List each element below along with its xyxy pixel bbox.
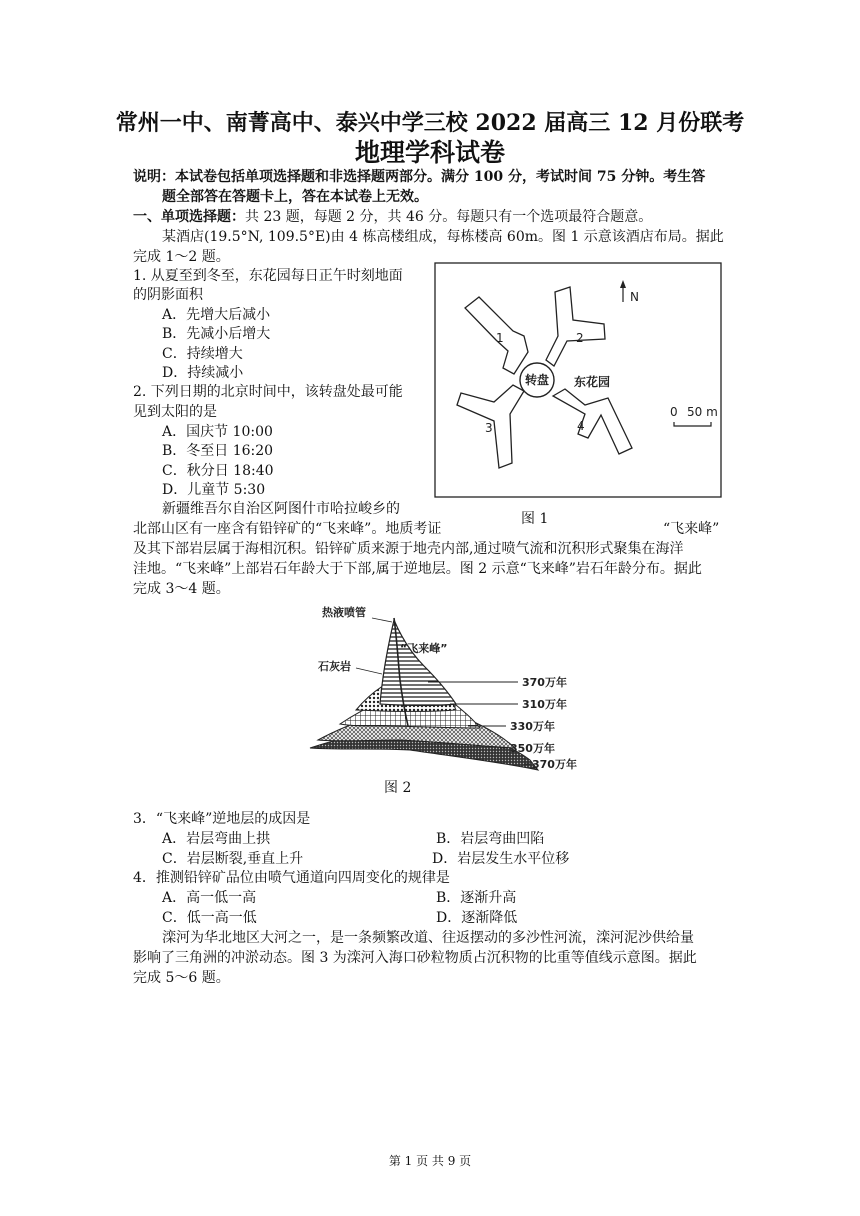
age-label-4: 350万年 [510,742,555,755]
intro34-line2a: 北部山区有一座含有铅锌矿的“飞来峰”。地质考证 [133,521,442,537]
peak-label: “飞来峰” [400,642,448,655]
age-label-2: 310万年 [522,698,567,711]
q2-option-c: C．秋分日 18:40 [162,463,274,479]
q1-stem-line2: 的阴影面积 [133,287,203,303]
roundabout-label: 转盘 [524,373,550,387]
q1-option-b: B．先减小后增大 [162,326,271,342]
section-heading-rest: 共 23 题，每题 2 分，共 46 分。每题只有一个选项最符合题意。 [245,209,653,225]
figure-2-caption: 图 2 [384,780,412,796]
scale-fifty: 50 m [687,405,718,419]
building-4 [553,389,632,454]
intro12-line1: 某酒店(19.5°N, 109.5°E)由 4 栋高楼组成，每栋楼高 60m。图 1 示意该酒店布局。据此 [162,229,724,245]
q1-stem-line1: 1. 从夏至到冬至，东花园每日正午时刻地面 [133,268,403,284]
q1-option-c: C．持续增大 [162,346,243,362]
q4-option-a: A．高一低一高 [162,890,257,906]
building-4-label: 4 [577,419,585,433]
building-1-label: 1 [496,331,504,345]
building-3-label: 3 [485,421,493,435]
q1-option-d: D．持续减小 [162,365,244,381]
age-label-3: 330万年 [510,720,555,733]
intro56-line1: 滦河为华北地区大河之一，是一条频繁改道、往返摆动的多沙性河流，滦河泥沙供给量 [162,930,694,946]
intro34-line3: 及其下部岩层属于海相沉积。铅锌矿质来源于地壳内部,通过喷气流和沉积形式聚集在海洋 [133,541,684,557]
q2-option-a: A．国庆节 10:00 [162,424,273,440]
q2-stem-line2: 见到太阳的是 [133,404,217,420]
age-label-5: 370万年 [532,758,577,771]
east-garden-label: 东花园 [574,375,611,389]
q3-option-d: D．岩层发生水平位移 [432,851,570,867]
figure-1-hotel-layout [434,262,724,502]
intro12-line2: 完成 1～2 题。 [133,249,230,265]
limestone-label: 石灰岩 [318,660,351,673]
q4-stem: 4．推测铅锌矿品位由喷气通道向四周变化的规律是 [133,870,450,886]
north-label: N [630,290,639,304]
page-footer: 第 1 页 共 9 页 [388,1154,472,1168]
intro34-line1: 新疆维吾尔自治区阿图什市哈拉峻乡的 [162,501,400,517]
intro34-line5: 完成 3～4 题。 [133,581,230,597]
figure-1-caption: 图 1 [521,511,549,527]
section-heading [133,208,652,227]
building-2-label: 2 [576,331,584,345]
q2-option-b: B．冬至日 16:20 [162,443,274,459]
q3-option-c: C．岩层断裂,垂直上升 [162,851,304,867]
subject-title: 地理学科试卷 [354,138,505,167]
age-label-1: 370万年 [522,676,567,689]
figure-2-rock-section [300,600,590,780]
intro34-line2b: “飞来峰” [663,521,720,537]
intro56-line2: 影响了三角洲的冲淤动态。图 3 为滦河入海口砂粒物质占沉积物的比重等值线示意图。据此 [133,950,697,966]
flying-peak [380,620,456,706]
instructions-line2: 题全部答在答题卡上，答在本试卷上无效。 [162,189,428,205]
scale-zero: 0 [670,405,678,419]
q4-option-d: D．逐渐降低 [436,910,518,926]
q3-stem: 3．“飞来峰”逆地层的成因是 [133,811,311,827]
intro34-line4: 洼地。“飞来峰”上部岩石年龄大于下部,属于逆地层。图 2 示意“飞来峰”岩石年龄分布。据此 [133,561,702,577]
q1-option-a: A．先增大后减小 [162,307,271,323]
q2-option-d: D．儿童节 5:30 [162,482,266,498]
q4-option-c: C．低一高一低 [162,910,257,926]
exam-title: 常州一中、南菁高中、泰兴中学三校 2022 届高三 12 月份联考 [115,110,745,136]
intro56-line3: 完成 5～6 题。 [133,970,230,986]
q3-option-b: B．岩层弯曲凹陷 [436,831,545,847]
section-heading-label: 一、单项选择题： [133,209,245,225]
instructions-line1: 说明：本试卷包括单项选择题和非选择题两部分。满分 100 分，考试时间 75 分钟。考生答 [133,169,706,185]
vent-label: 热液喷管 [322,606,366,619]
q3-option-a: A．岩层弯曲上拱 [162,831,271,847]
q2-stem-line1: 2. 下列日期的北京时间中，该转盘处最可能 [133,384,403,400]
building-2 [546,287,605,366]
q4-option-b: B．逐渐升高 [436,890,517,906]
